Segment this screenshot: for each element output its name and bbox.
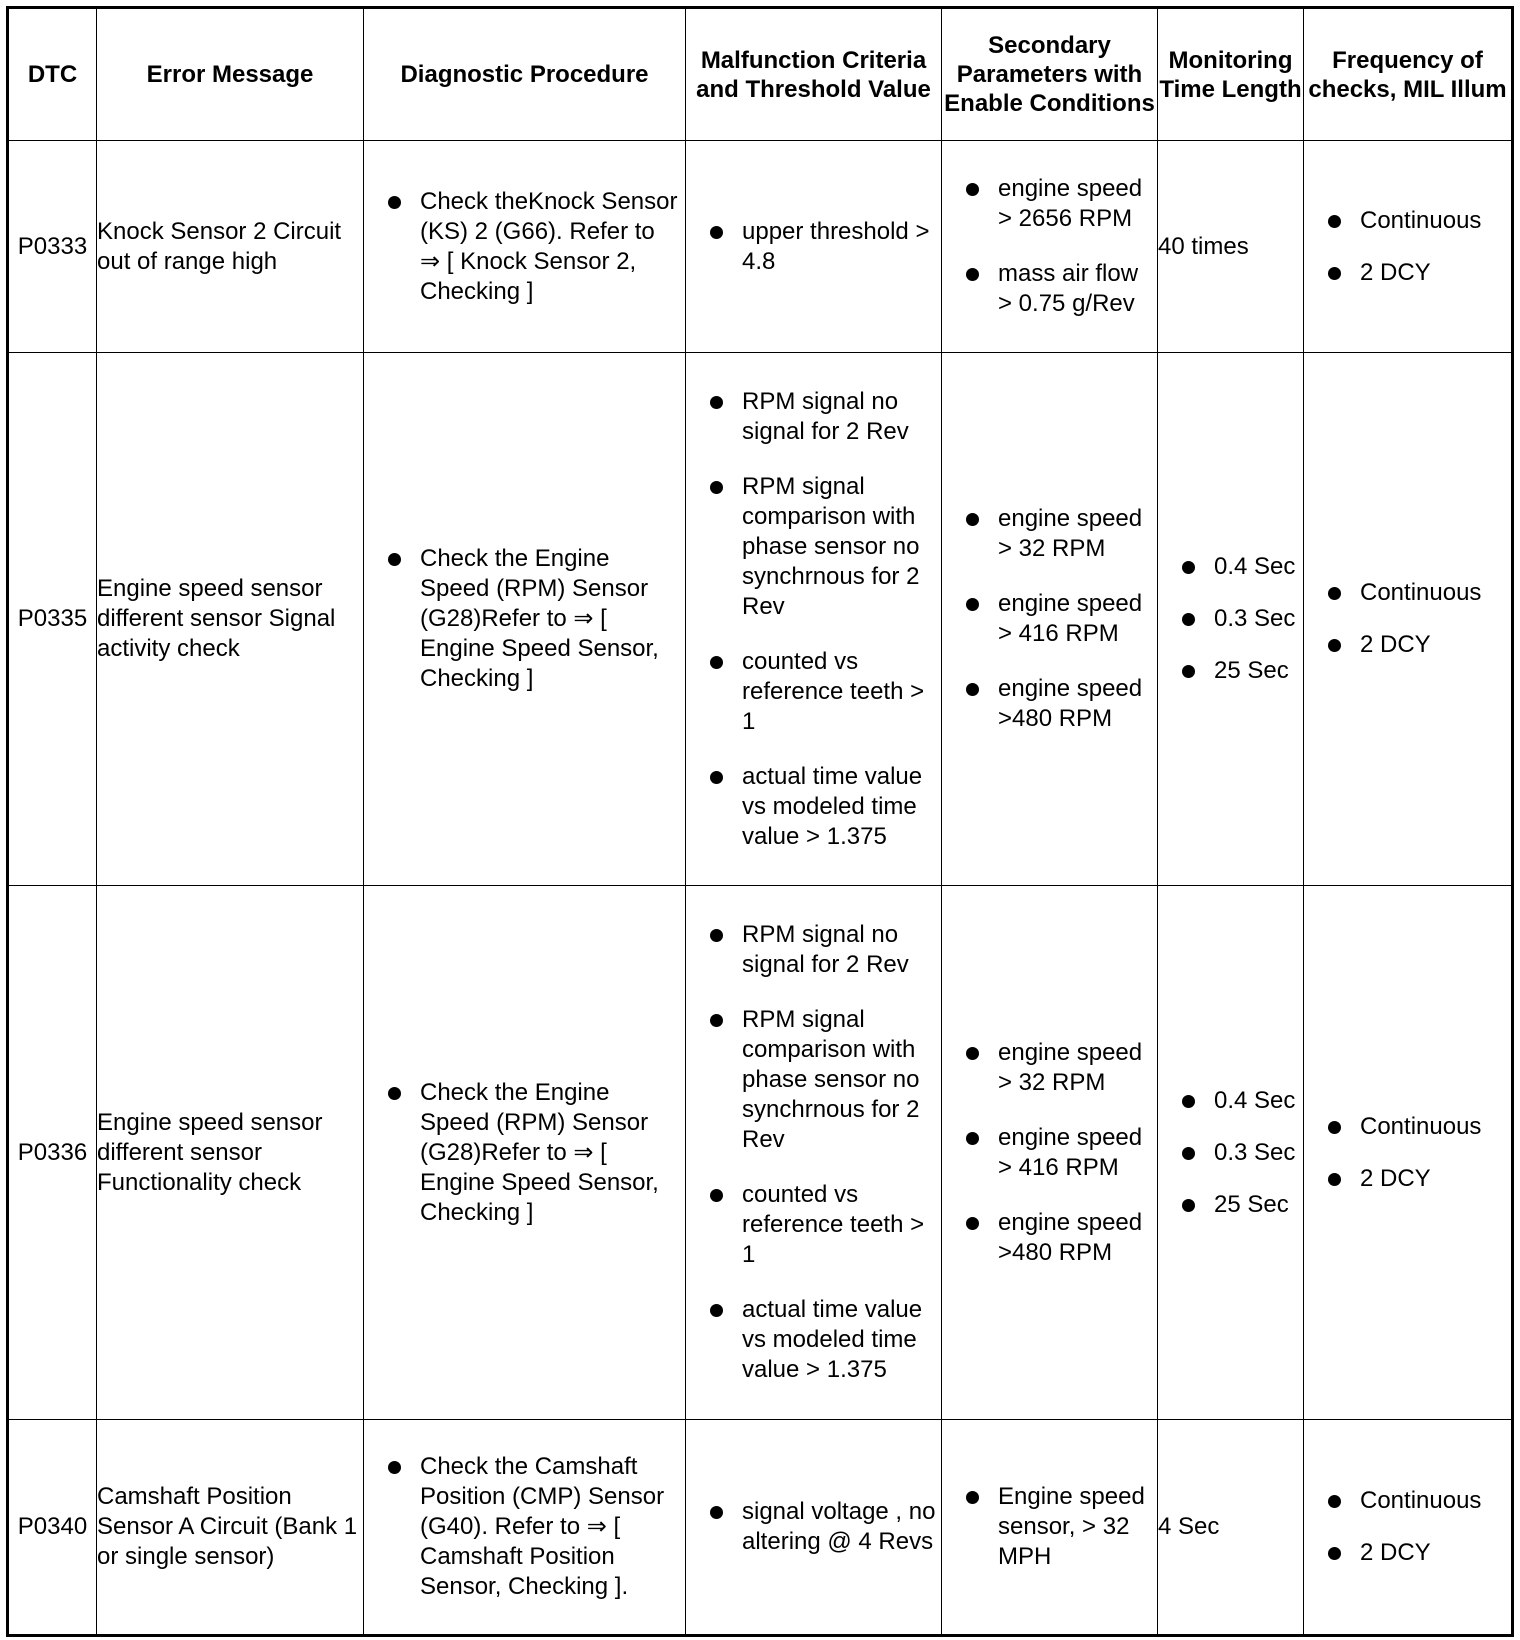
- frequency-item: 2 DCY: [1304, 630, 1511, 660]
- secondary-item: engine speed > 32 RPM: [942, 1038, 1157, 1098]
- diagnostic-procedure: [364, 886, 686, 1420]
- diagnostic-procedure: [364, 141, 686, 353]
- criteria-item: RPM signal no signal for 2 Rev: [686, 387, 941, 447]
- criteria-item: actual time value vs modeled time value > 1.375: [686, 1295, 941, 1385]
- secondary-parameters: [942, 1420, 1158, 1636]
- monitoring-time: 4 Sec: [1158, 1420, 1304, 1636]
- secondary-item: engine speed > 32 RPM: [942, 504, 1157, 564]
- frequency-item: Continuous: [1304, 1112, 1511, 1142]
- criteria-item: counted vs reference teeth > 1: [686, 647, 941, 737]
- monitoring-time: [1158, 353, 1304, 886]
- monitoring-item: 0.3 Sec: [1158, 604, 1303, 634]
- error-message: Knock Sensor 2 Circuit out of range high: [97, 141, 364, 353]
- malfunction-criteria: [686, 1420, 942, 1636]
- table-row: [8, 353, 1513, 886]
- header-error-message: Error Message: [97, 8, 364, 141]
- monitoring-item: 0.4 Sec: [1158, 1086, 1303, 1116]
- criteria-item: upper threshold > 4.8: [686, 217, 941, 277]
- diagnostic-procedure: [364, 353, 686, 886]
- frequency-item: Continuous: [1304, 1486, 1511, 1516]
- secondary-item: engine speed > 416 RPM: [942, 1123, 1157, 1183]
- header-dtc: DTC: [8, 8, 97, 141]
- criteria-item: RPM signal comparison with phase sensor no synchrnous for 2 Rev: [686, 1005, 941, 1155]
- dtc-code: P0336: [8, 886, 97, 1420]
- frequency: [1304, 141, 1513, 353]
- secondary-item: mass air flow > 0.75 g/Rev: [942, 259, 1157, 319]
- procedure-item: Check the Engine Speed (RPM) Sensor (G28)Refer to ⇒ [ Engine Speed Sensor, Checking ]: [364, 544, 685, 694]
- malfunction-criteria: [686, 353, 942, 886]
- table-header-row: [8, 8, 1513, 141]
- header-malfunction-criteria: Malfunction Criteria and Threshold Value: [686, 8, 942, 141]
- frequency: [1304, 1420, 1513, 1636]
- frequency-item: 2 DCY: [1304, 1538, 1511, 1568]
- monitoring-item: 0.3 Sec: [1158, 1138, 1303, 1168]
- secondary-parameters: [942, 886, 1158, 1420]
- secondary-item: engine speed >480 RPM: [942, 1208, 1157, 1268]
- table-row: [8, 1420, 1513, 1636]
- error-message: Camshaft Position Sensor A Circuit (Bank 1 or single sensor): [97, 1420, 364, 1636]
- frequency: [1304, 353, 1513, 886]
- secondary-item: engine speed > 2656 RPM: [942, 174, 1157, 234]
- dtc-code: P0340: [8, 1420, 97, 1636]
- diagnostic-procedure: [364, 1420, 686, 1636]
- secondary-parameters: [942, 141, 1158, 353]
- error-message: Engine speed sensor different sensor Signal activity check: [97, 353, 364, 886]
- monitoring-item: 0.4 Sec: [1158, 552, 1303, 582]
- frequency-item: Continuous: [1304, 206, 1511, 236]
- monitoring-item: 25 Sec: [1158, 1190, 1303, 1220]
- frequency-item: Continuous: [1304, 578, 1511, 608]
- dtc-code: P0335: [8, 353, 97, 886]
- secondary-parameters: [942, 353, 1158, 886]
- frequency-item: 2 DCY: [1304, 1164, 1511, 1194]
- frequency-item: 2 DCY: [1304, 258, 1511, 288]
- dtc-table: [6, 6, 1514, 1637]
- malfunction-criteria: [686, 886, 942, 1420]
- dtc-code: P0333: [8, 141, 97, 353]
- procedure-item: Check the Engine Speed (RPM) Sensor (G28)Refer to ⇒ [ Engine Speed Sensor, Checking ]: [364, 1078, 685, 1228]
- criteria-item: counted vs reference teeth > 1: [686, 1180, 941, 1270]
- secondary-item: engine speed > 416 RPM: [942, 589, 1157, 649]
- monitoring-time: [1158, 886, 1304, 1420]
- criteria-item: RPM signal no signal for 2 Rev: [686, 920, 941, 980]
- header-monitoring-time: Monitoring Time Length: [1158, 8, 1304, 141]
- procedure-item: Check the Camshaft Position (CMP) Sensor (G40). Refer to ⇒ [ Camshaft Position Sensor, Checking ].: [364, 1452, 685, 1602]
- error-message: Engine speed sensor different sensor Functionality check: [97, 886, 364, 1420]
- frequency: [1304, 886, 1513, 1420]
- criteria-item: actual time value vs modeled time value > 1.375: [686, 762, 941, 852]
- procedure-item: Check theKnock Sensor (KS) 2 (G66). Refer to ⇒ [ Knock Sensor 2, Checking ]: [364, 187, 685, 307]
- header-secondary-parameters: Secondary Parameters with Enable Conditions: [942, 8, 1158, 141]
- secondary-item: engine speed >480 RPM: [942, 674, 1157, 734]
- table-row: [8, 886, 1513, 1420]
- secondary-item: Engine speed sensor, > 32 MPH: [942, 1482, 1157, 1572]
- table-row: [8, 141, 1513, 353]
- header-frequency: Frequency of checks, MIL Illum: [1304, 8, 1513, 141]
- criteria-item: signal voltage , no altering @ 4 Revs: [686, 1497, 941, 1557]
- monitoring-time: 40 times: [1158, 141, 1304, 353]
- criteria-item: RPM signal comparison with phase sensor no synchrnous for 2 Rev: [686, 472, 941, 622]
- malfunction-criteria: [686, 141, 942, 353]
- monitoring-item: 25 Sec: [1158, 656, 1303, 686]
- header-diagnostic-procedure: Diagnostic Procedure: [364, 8, 686, 141]
